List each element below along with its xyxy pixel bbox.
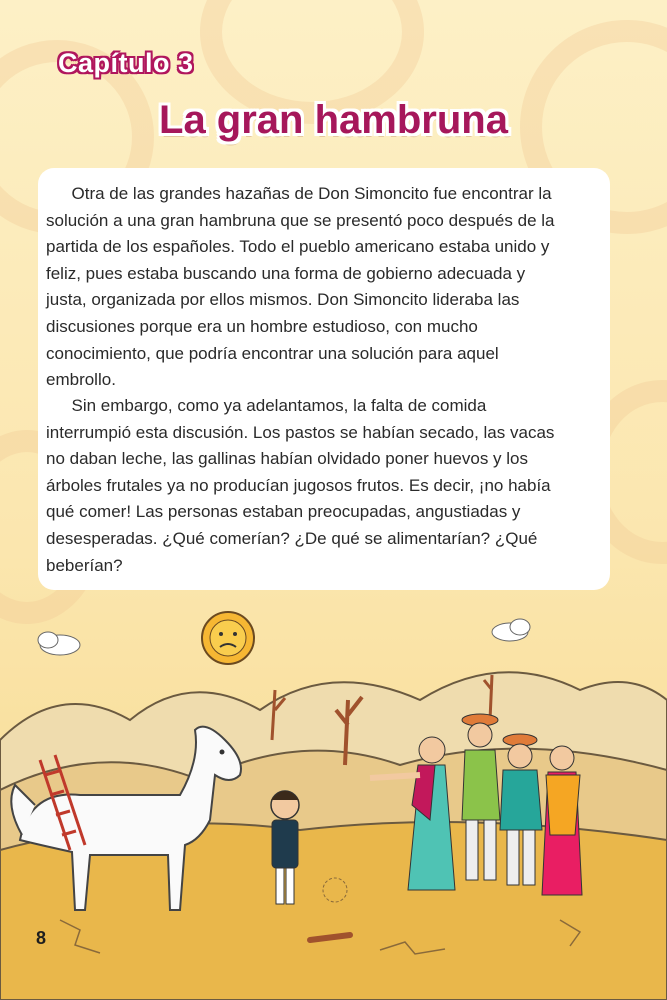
- cloud-icon: [492, 619, 530, 641]
- cloud-icon: [38, 632, 80, 655]
- chapter-label: Capítulo 3: [58, 48, 194, 78]
- paragraph-2-text: Sin embargo, como ya adelantamos, la falta de comida interrumpió esta discusión. Los pastos se habían secado, las vacas no daban leche, las gallinas habían olvidado poner huevos y los árboles frutales ya no producían jugosos frutos. Es decir, ¡no había qué comer! Las personas estaban preocupadas, angustiadas y desesperadas. ¿Qué comerían? ¿De qué se alimentarían? ¿Qué beberían?: [46, 396, 555, 575]
- page-number: 8: [36, 928, 47, 948]
- hunger-scene-illustration: [0, 590, 667, 1000]
- paragraph-1: [46, 181, 566, 394]
- paragraph-1-text: Otra de las grandes hazañas de Don Simoncito fue encontrar la solución a una gran hambruna que se presentó poco después de la partida de los españoles. Todo el pueblo americano estaba unido y feliz, pues estaba buscando una forma de gobierno adecuada y justa, organizada por ellos mismos. Don Simoncito lideraba las discusiones porque era un hombre estudioso, con mucho conocimiento, que podría encontrar una solución para aquel embrollo.: [46, 184, 555, 390]
- paragraph-2: [46, 393, 566, 579]
- chapter-title: La gran hambruna: [159, 98, 508, 142]
- sad-sun-icon: [202, 612, 254, 664]
- outstretched-arm: [370, 775, 420, 778]
